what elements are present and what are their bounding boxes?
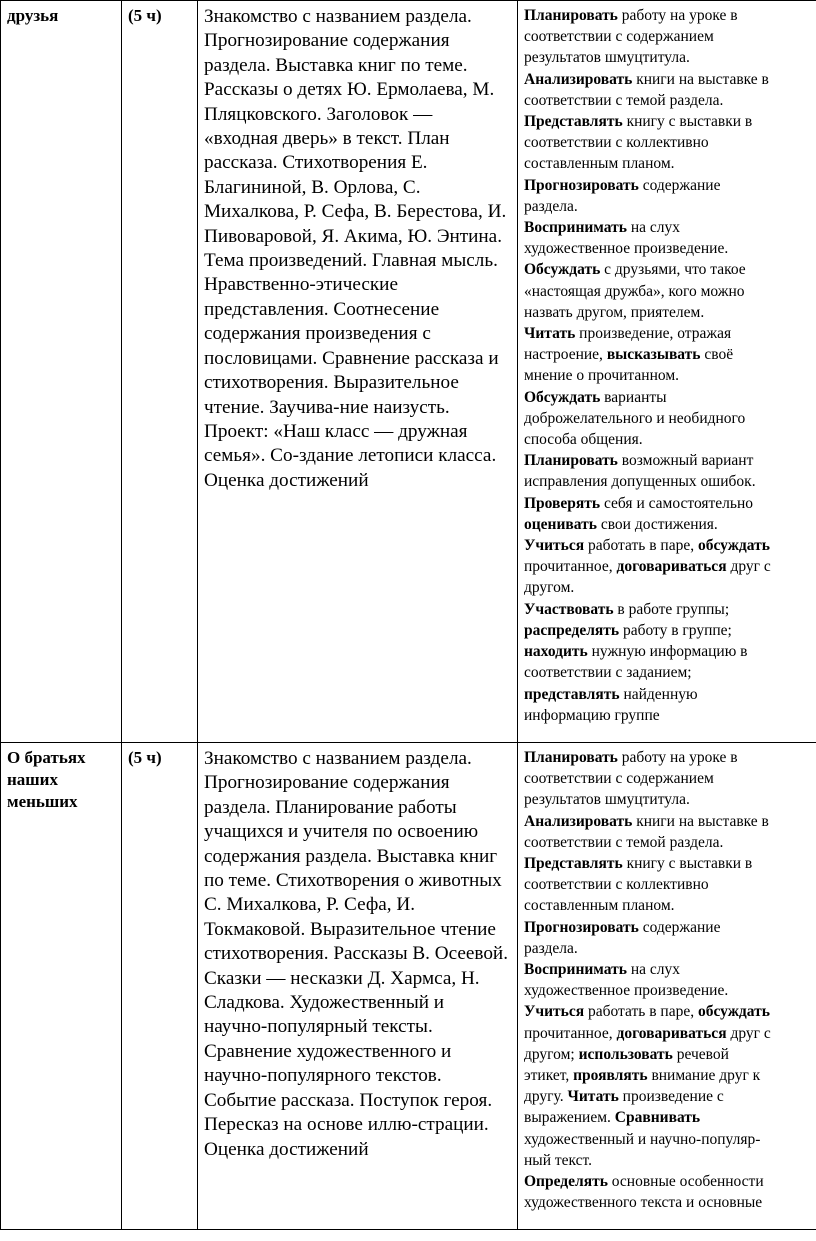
section-title: друзья [7,6,59,25]
section-title-cell [1,1,122,743]
activity-verb: представлять [524,685,620,703]
activity-text: ный текст. [524,1151,593,1169]
activity-line [524,895,816,916]
activity-line [524,196,816,217]
activity-line [524,938,816,959]
activity-text: раздела. [524,197,578,215]
activity-text: результатов шмуцтитула. [524,49,690,67]
activity-line [524,789,816,810]
activity-text: настроение, [524,346,607,364]
activity-line [524,980,816,1001]
activity-text: художественный и научно-популяр- [524,1130,761,1148]
activity-verb: Обсуждать [524,388,601,406]
activity-line [524,684,816,705]
activity-text: найденную [619,685,698,703]
activity-line [524,577,816,598]
section-title-cell [1,743,122,1230]
activity-text: на слух [626,961,680,979]
activity-text: раздела. [524,939,578,957]
activity-text: результатов шмуцтитула. [524,791,690,809]
table-row [1,743,816,1230]
activity-line [524,832,816,853]
activity-line [524,1129,816,1150]
activity-verb: Планировать [524,749,618,766]
activity-text: работу на уроке в [617,7,738,24]
activity-line [524,1192,816,1213]
activity-text: книги на выставке в [632,70,769,88]
activity-line [524,429,816,450]
activity-line [524,811,816,832]
section-title: О братьях наших меньших [7,748,86,811]
activity-verb: оценивать [524,515,597,533]
activity-line [524,514,816,535]
activity-text: художественное произведение. [524,240,729,258]
activity-verb: находить [524,643,588,661]
activity-line [524,387,816,408]
activity-text: другом. [524,579,575,597]
activity-line [524,408,816,429]
table-row [1,1,816,743]
activity-line [524,323,816,344]
activity-text: книги на выставке в [632,812,769,830]
activity-text: произведение с [618,1088,724,1106]
activity-text: работу на уроке в [617,749,738,766]
activity-line [524,47,816,68]
activity-line [524,556,816,577]
activity-text: исправления допущенных ошибок. [524,473,756,491]
activity-text: соответствии с заданием; [524,664,692,682]
activity-verb: распределять [524,621,620,639]
activity-text: выражением. [524,1109,615,1127]
activity-line [524,1001,816,1022]
activity-line [524,768,816,789]
activity-line [524,874,816,895]
activity-line [524,259,816,280]
activity-line [524,1086,816,1107]
activity-text: другу. [524,1088,568,1106]
activity-text: на слух [626,219,680,237]
activity-line [524,217,816,238]
activity-line [524,69,816,90]
activity-text: способа общения. [524,431,643,449]
activity-text: нужную информацию в [587,643,748,661]
activity-verb: Проверять [524,494,601,512]
activity-line [524,365,816,386]
activity-verb: Прогнозировать [524,918,639,936]
activity-verb: Прогнозировать [524,176,639,194]
activity-verb: Читать [567,1088,619,1106]
activity-line [524,302,816,323]
hours-label: (5 ч) [128,748,162,767]
activity-line [524,26,816,47]
activity-line [524,153,816,174]
activity-verb: проявлять [573,1067,648,1085]
content-text: Знакомство с названием раздела. Прогнозирование содержания раздела. Выставка книг по теме. Рассказы о детях Ю. Ермолаева, М. Пляцковского. Заголовок — «входная дверь» в текст. План рассказа. Стихотворения Е. Благининой, В. Орлова, С. Михалкова, Р. Сефа, В. Берестова, И. Пивоваровой, Я. Акима, Ю. Энтина. Тема произведений. Главная мысль. Нравственно-этические представления. Соотнесение содержания произведения с пословицами. Сравнение рассказа и стихотворения. Выразительное чтение. Заучива-ние наизусть. Проект: «Наш класс — дружная семья». Со-здание летописи класса. Оценка достижений [204,6,507,491]
activity-text: в работе группы; [613,600,730,618]
activity-line [524,620,816,641]
activities-cell [518,1,816,743]
activity-verb: Обсуждать [524,261,601,279]
activity-text: книгу с выставки в [622,113,753,131]
content-cell [198,1,518,743]
activity-text: произведение, отражая [575,325,732,343]
activity-text: «настоящая дружба», кого можно [524,282,745,300]
activity-line [524,5,816,26]
activity-text: прочитанное, [524,558,617,576]
activity-text: содержание [638,176,721,194]
activity-text: возможный вариант [617,452,754,470]
activity-text: составленным планом. [524,155,675,173]
activity-line [524,1150,816,1171]
activity-text: соответствии с темой раздела. [524,833,724,851]
activity-verb: договариваться [616,558,727,576]
activity-text: работать в паре, [584,1003,698,1021]
activity-text: информацию группе [524,706,660,724]
activity-text: назвать другом, приятелем. [524,303,705,321]
activity-line [524,344,816,365]
activity-text: другом; [524,1045,579,1063]
activity-verb: Представлять [524,113,623,131]
activity-line [524,959,816,980]
activity-line [524,1065,816,1086]
activity-verb: Участвовать [524,600,614,618]
activity-line [524,1023,816,1044]
activity-text: варианты [600,388,667,406]
activity-verb: Анализировать [524,70,633,88]
activity-text: соответствии с коллективно [524,876,709,894]
activity-line [524,535,816,556]
activity-verb: высказывать [606,346,701,364]
activity-text: содержание [638,918,721,936]
activity-line [524,90,816,111]
activity-line [524,662,816,683]
activity-verb: Планировать [524,452,618,470]
activity-verb: Учиться [524,1003,585,1021]
activity-verb: Воспринимать [524,961,627,979]
activity-verb: Анализировать [524,812,633,830]
activity-line [524,1107,816,1128]
activity-text: соответствии с содержанием [524,28,714,46]
activity-text: работу в группе; [619,621,732,639]
activity-text: соответствии с содержанием [524,770,714,788]
activity-line [524,281,816,302]
activity-verb: Воспринимать [524,219,627,237]
activity-verb: Сравнивать [614,1109,701,1127]
activity-text: соответствии с темой раздела. [524,91,724,109]
activity-verb: Определять [524,1173,608,1191]
activity-line [524,175,816,196]
activity-verb: Читать [524,325,576,343]
activity-verb: договариваться [616,1024,727,1042]
activity-verb: Представлять [524,855,623,873]
activity-text: прочитанное, [524,1024,617,1042]
activity-text: работать в паре, [584,537,698,555]
activity-text: художественного текста и основные [524,1194,763,1212]
activity-text: внимание друг к [647,1067,761,1085]
activity-verb: использовать [578,1045,673,1063]
activity-text: книгу с выставки в [622,855,753,873]
activity-verb: обсуждать [697,1003,770,1021]
activity-verb: Планировать [524,7,618,24]
activity-text: свои достижения. [596,515,718,533]
activity-line [524,641,816,662]
activity-line [524,471,816,492]
hours-cell [122,1,198,743]
content-cell [198,743,518,1230]
activity-line [524,132,816,153]
activity-text: своё [700,346,734,364]
activity-text: основные особенности [607,1173,764,1191]
activity-text: художественное произведение. [524,982,729,1000]
activity-text: себя и самостоятельно [600,494,754,512]
activity-text: этикет, [524,1067,574,1085]
activity-text: друг с [726,558,771,576]
activity-verb: обсуждать [697,537,770,555]
activity-text: составленным планом. [524,897,675,915]
activity-line [524,747,816,768]
activity-line [524,1044,816,1065]
activity-line [524,1171,816,1192]
activity-line [524,599,816,620]
content-text: Знакомство с названием раздела. Прогнозирование содержания раздела. Планирование работы учащихся и учителя по освоению содержания раздела. Выставка книг по теме. Стихотворения о животных С. Михалкова, Р. Сефа, И. Токмаковой. Выразительное чтение стихотворения. Рассказы В. Осеевой. Сказки — несказки Д. Хармса, Н. Сладкова. Художественный и научно-популярный тексты. Сравнение художественного и научно-популярного текстов. Событие рассказа. Поступок героя. Пересказ на основе иллю-страции. Оценка достижений [204,748,509,1160]
activity-line [524,917,816,938]
activity-text: друг с [726,1024,771,1042]
activity-line [524,705,816,726]
activity-line [524,493,816,514]
activity-line [524,111,816,132]
activity-text: мнение о прочитанном. [524,367,680,385]
activity-text: соответствии с коллективно [524,134,709,152]
activity-line [524,450,816,471]
activity-verb: Учиться [524,537,585,555]
hours-cell [122,743,198,1230]
activities-cell [518,743,816,1230]
activity-text: доброжелательного и необидного [524,409,746,427]
activity-text: речевой [672,1045,729,1063]
activity-line [524,853,816,874]
activity-line [524,238,816,259]
hours-label: (5 ч) [128,6,162,25]
activity-text: с друзьями, что такое [600,261,746,279]
